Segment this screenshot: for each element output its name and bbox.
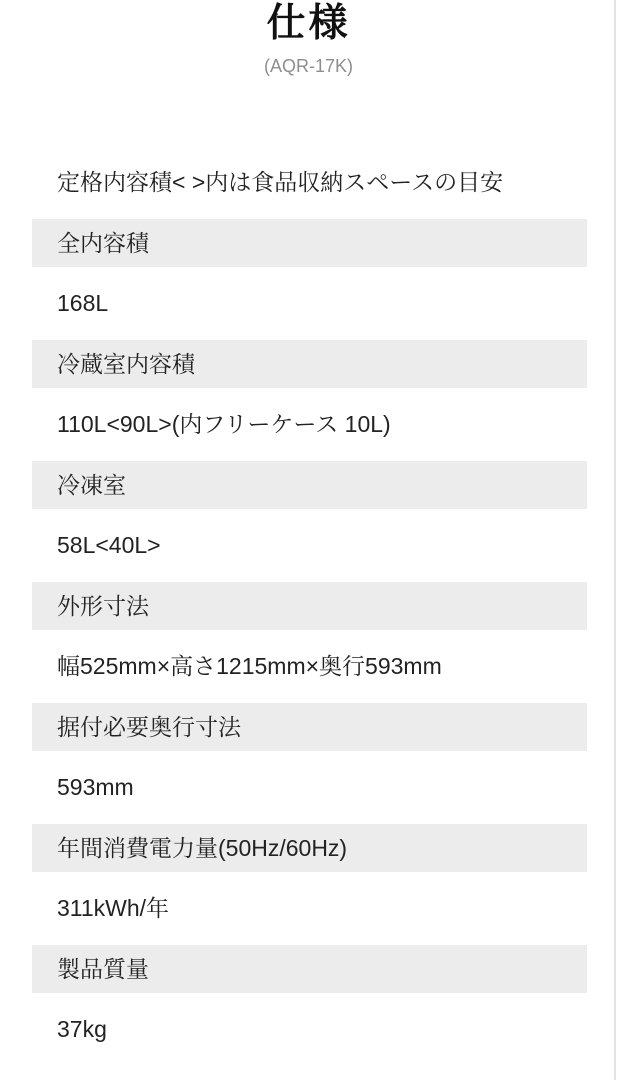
spec-label: 全内容積 bbox=[32, 219, 587, 267]
spec-label: 冷凍室 bbox=[32, 461, 587, 509]
spec-value: 593mm bbox=[57, 774, 134, 800]
model-number: (AQR-17K) bbox=[263, 56, 353, 76]
spec-note: 定格内容積< >内は食品収納スペースの目安 bbox=[57, 169, 504, 195]
page-header bbox=[0, 0, 617, 77]
spec-value: 311kWh/年 bbox=[57, 895, 170, 921]
spec-label: 据付必要奥行寸法 bbox=[32, 703, 587, 751]
spec-value: 37kg bbox=[57, 1016, 107, 1042]
spec-label: 冷蔵室内容積 bbox=[32, 340, 587, 388]
spec-label: 外形寸法 bbox=[32, 582, 587, 630]
page-edge-divider bbox=[614, 0, 616, 1080]
page-title: 仕様 bbox=[266, 2, 351, 45]
spec-value: 110L<90L>(内フリーケース 10L) bbox=[57, 411, 391, 437]
spec-list bbox=[32, 219, 587, 1066]
spec-label: 年間消費電力量(50Hz/60Hz) bbox=[32, 824, 587, 872]
spec-table bbox=[32, 169, 587, 1066]
spec-label: 製品質量 bbox=[32, 945, 587, 993]
spec-value: 幅525mm×高さ1215mm×奥行593mm bbox=[57, 653, 442, 679]
spec-value: 168L bbox=[57, 290, 109, 316]
spec-value: 58L<40L> bbox=[57, 532, 161, 558]
